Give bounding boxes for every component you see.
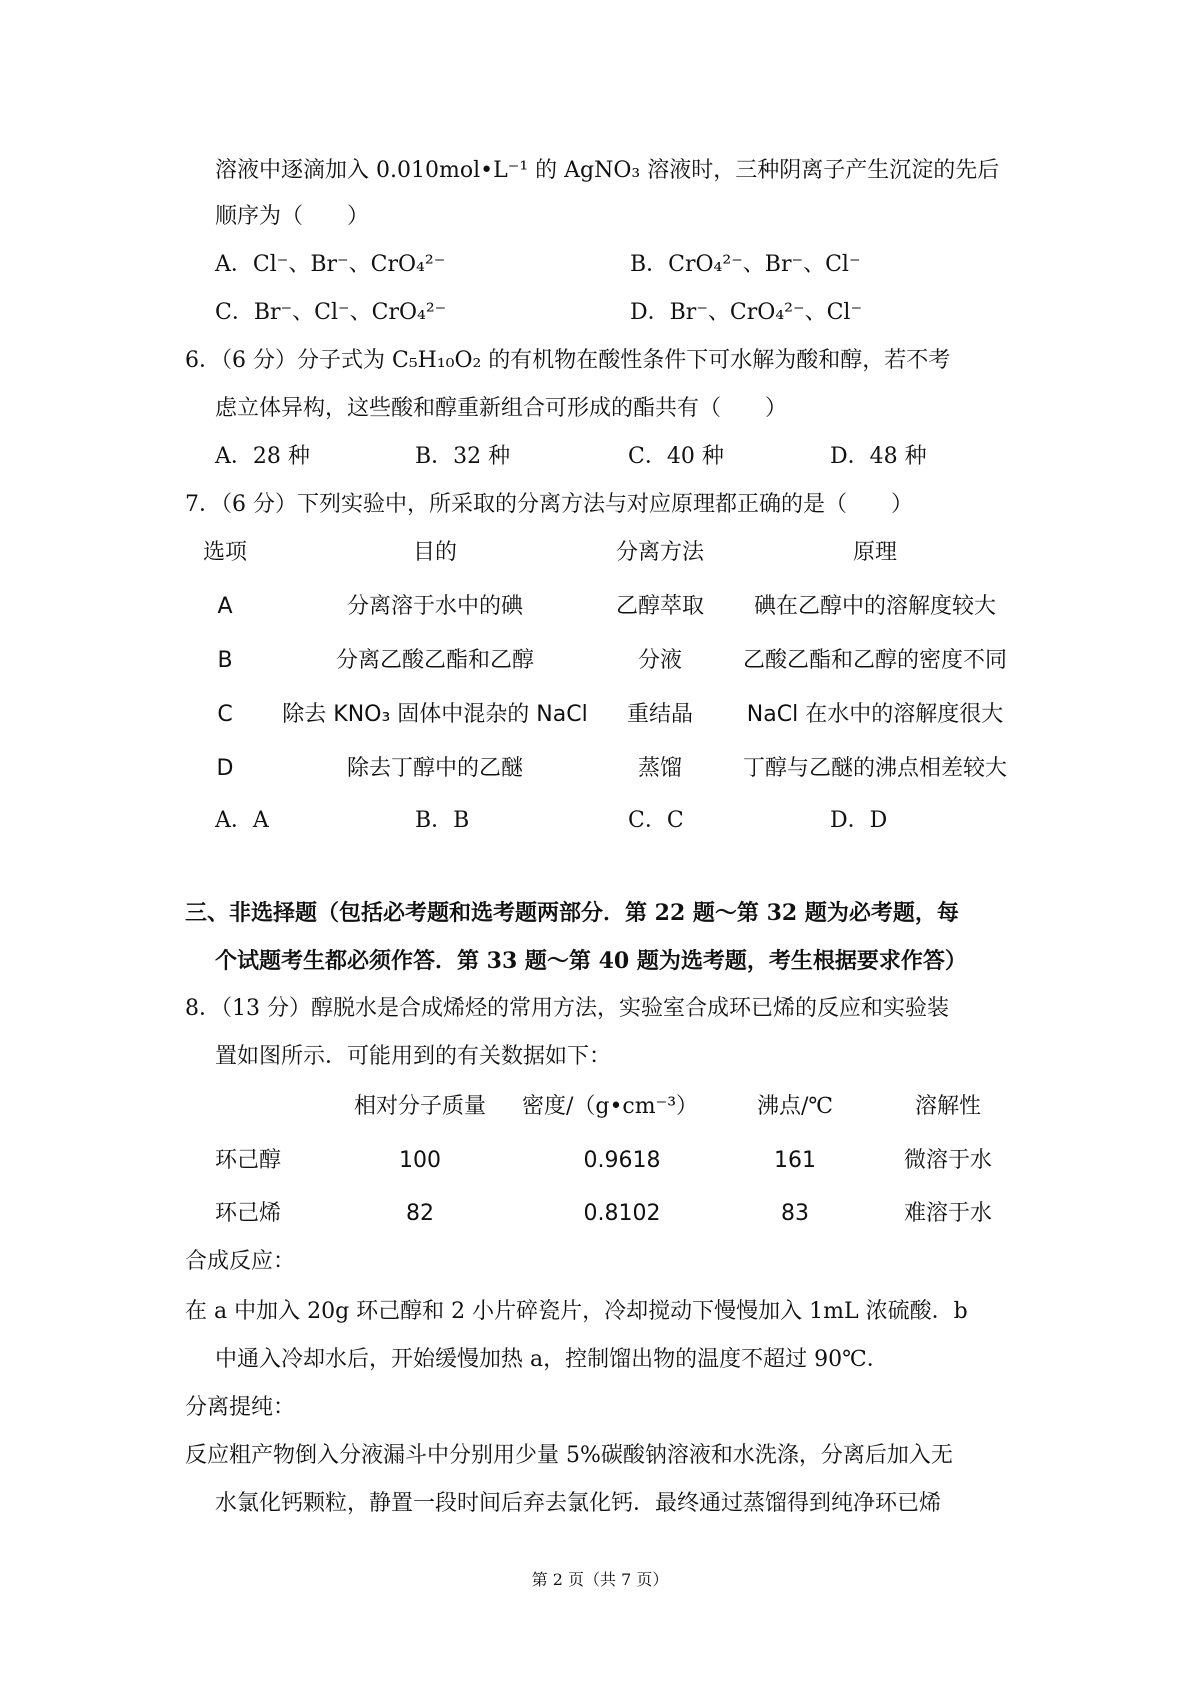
q7-row-a-method: 乙醇萃取 [615,594,705,619]
q7-header-principle: 原理 [852,540,898,565]
q6-stem-line2: 虑立体异构，这些酸和醇重新组合可形成的酯共有（ ） [215,396,788,421]
q7-row-b-principle: 乙酸乙酯和乙醇的密度不同 [742,648,1008,673]
q7-row-d-principle: 丁醇与乙醚的沸点相差较大 [742,756,1008,781]
q7-row-c-label: C [217,702,233,727]
q5-option-a: A．Cl⁻、Br⁻、CrO₄²⁻ [215,252,446,277]
q8-header-density: 密度/（g•cm⁻³） [521,1094,699,1119]
q8-row-1-name: 环己醇 [214,1148,282,1173]
q7-header-purpose: 目的 [412,540,458,565]
q7-row-c-principle: NaCl 在水中的溶解度很大 [746,702,1004,727]
q5-option-d: D．Br⁻、CrO₄²⁻、Cl⁻ [630,300,863,325]
q7-row-b-method: 分液 [637,648,683,673]
q7-stem: 7．（6 分）下列实验中，所采取的分离方法与对应原理都正确的是（ ） [185,492,913,517]
q7-row-b-purpose: 分离乙酸乙酯和乙醇 [335,648,535,673]
section-3-heading-line2: 个试题考生都必须作答．第 33 题～第 40 题为选考题，考生根据要求作答） [215,948,967,974]
q7-row-c-method: 重结晶 [626,702,694,727]
q8-header-boiling-point: 沸点/℃ [756,1094,834,1119]
q8-row-2-boiling-point: 83 [781,1201,809,1226]
q7-row-b-label: B [217,648,233,673]
q8-header-molar-mass: 相对分子质量 [353,1094,487,1119]
q8-row-2-molar-mass: 82 [406,1201,434,1226]
q8-synthesis-line2: 中通入冷却水后，开始缓慢加热 a，控制馏出物的温度不超过 90℃． [215,1347,889,1372]
q8-header-solubility: 溶解性 [914,1094,982,1119]
q6-option-a: A．28 种 [215,444,310,469]
q7-row-c-purpose: 除去 KNO₃ 固体中混杂的 NaCl [282,702,588,727]
q7-header-method: 分离方法 [615,540,705,565]
q8-stem-line2: 置如图所示．可能用到的有关数据如下： [215,1044,612,1069]
q8-row-2-solubility: 难溶于水 [903,1201,993,1226]
q7-row-a-principle: 碘在乙醇中的溶解度较大 [753,594,997,619]
q7-option-c: C．C [628,808,684,833]
q8-separation-line1: 反应粗产物倒入分液漏斗中分别用少量 5%碳酸钠溶液和水洗涤，分离后加入无 [185,1443,953,1468]
q7-option-d: D．D [830,808,888,833]
q7-option-b: B．B [415,808,470,833]
q8-synthesis-line1: 在 a 中加入 20g 环己醇和 2 小片碎瓷片，冷却搅动下慢慢加入 1mL 浓硫酸．b [185,1299,968,1324]
q8-synthesis-title: 合成反应： [185,1249,296,1274]
q7-row-d-purpose: 除去丁醇中的乙醚 [346,756,524,781]
q5-stem-line1: 溶液中逐滴加入 0.010mol•L⁻¹ 的 AgNO₃ 溶液时，三种阴离子产生沉淀的先后 [215,158,1000,183]
q6-option-b: B．32 种 [415,444,511,469]
q7-header-option: 选项 [202,540,248,565]
q5-stem-line2: 顺序为（ ） [215,204,370,229]
q7-row-d-method: 蒸馏 [637,756,683,781]
q6-stem-line1: 6．（6 分）分子式为 C₅H₁₀O₂ 的有机物在酸性条件下可水解为酸和醇，若不考 [185,348,951,373]
q5-option-b: B．CrO₄²⁻、Br⁻、Cl⁻ [630,252,861,277]
q6-option-c: C．40 种 [628,444,724,469]
q8-separation-title: 分离提纯： [185,1395,296,1420]
page-footer: 第 2 页（共 7 页） [531,1570,669,1589]
q8-row-1-density: 0.9618 [583,1148,661,1173]
q8-row-1-boiling-point: 161 [774,1148,816,1173]
q7-row-a-purpose: 分离溶于水中的碘 [346,594,524,619]
q8-row-2-density: 0.8102 [583,1201,661,1226]
q8-row-2-name: 环己烯 [214,1201,282,1226]
q8-stem-line1: 8．（13 分）醇脱水是合成烯烃的常用方法，实验室合成环已烯的反应和实验装 [185,996,949,1021]
q5-option-c: C．Br⁻、Cl⁻、CrO₄²⁻ [215,300,447,325]
q6-option-d: D．48 种 [830,444,927,469]
q8-separation-line2: 水氯化钙颗粒，静置一段时间后弃去氯化钙．最终通过蒸馏得到纯净环已烯 [215,1491,942,1516]
q7-row-a-label: A [217,594,233,619]
q8-row-1-molar-mass: 100 [399,1148,441,1173]
q7-row-d-label: D [216,756,234,781]
section-3-heading-line1: 三、非选择题（包括必考题和选考题两部分．第 22 题～第 32 题为必考题，每 [185,900,959,926]
q7-option-a: A．A [215,808,269,833]
q8-row-1-solubility: 微溶于水 [903,1148,993,1173]
